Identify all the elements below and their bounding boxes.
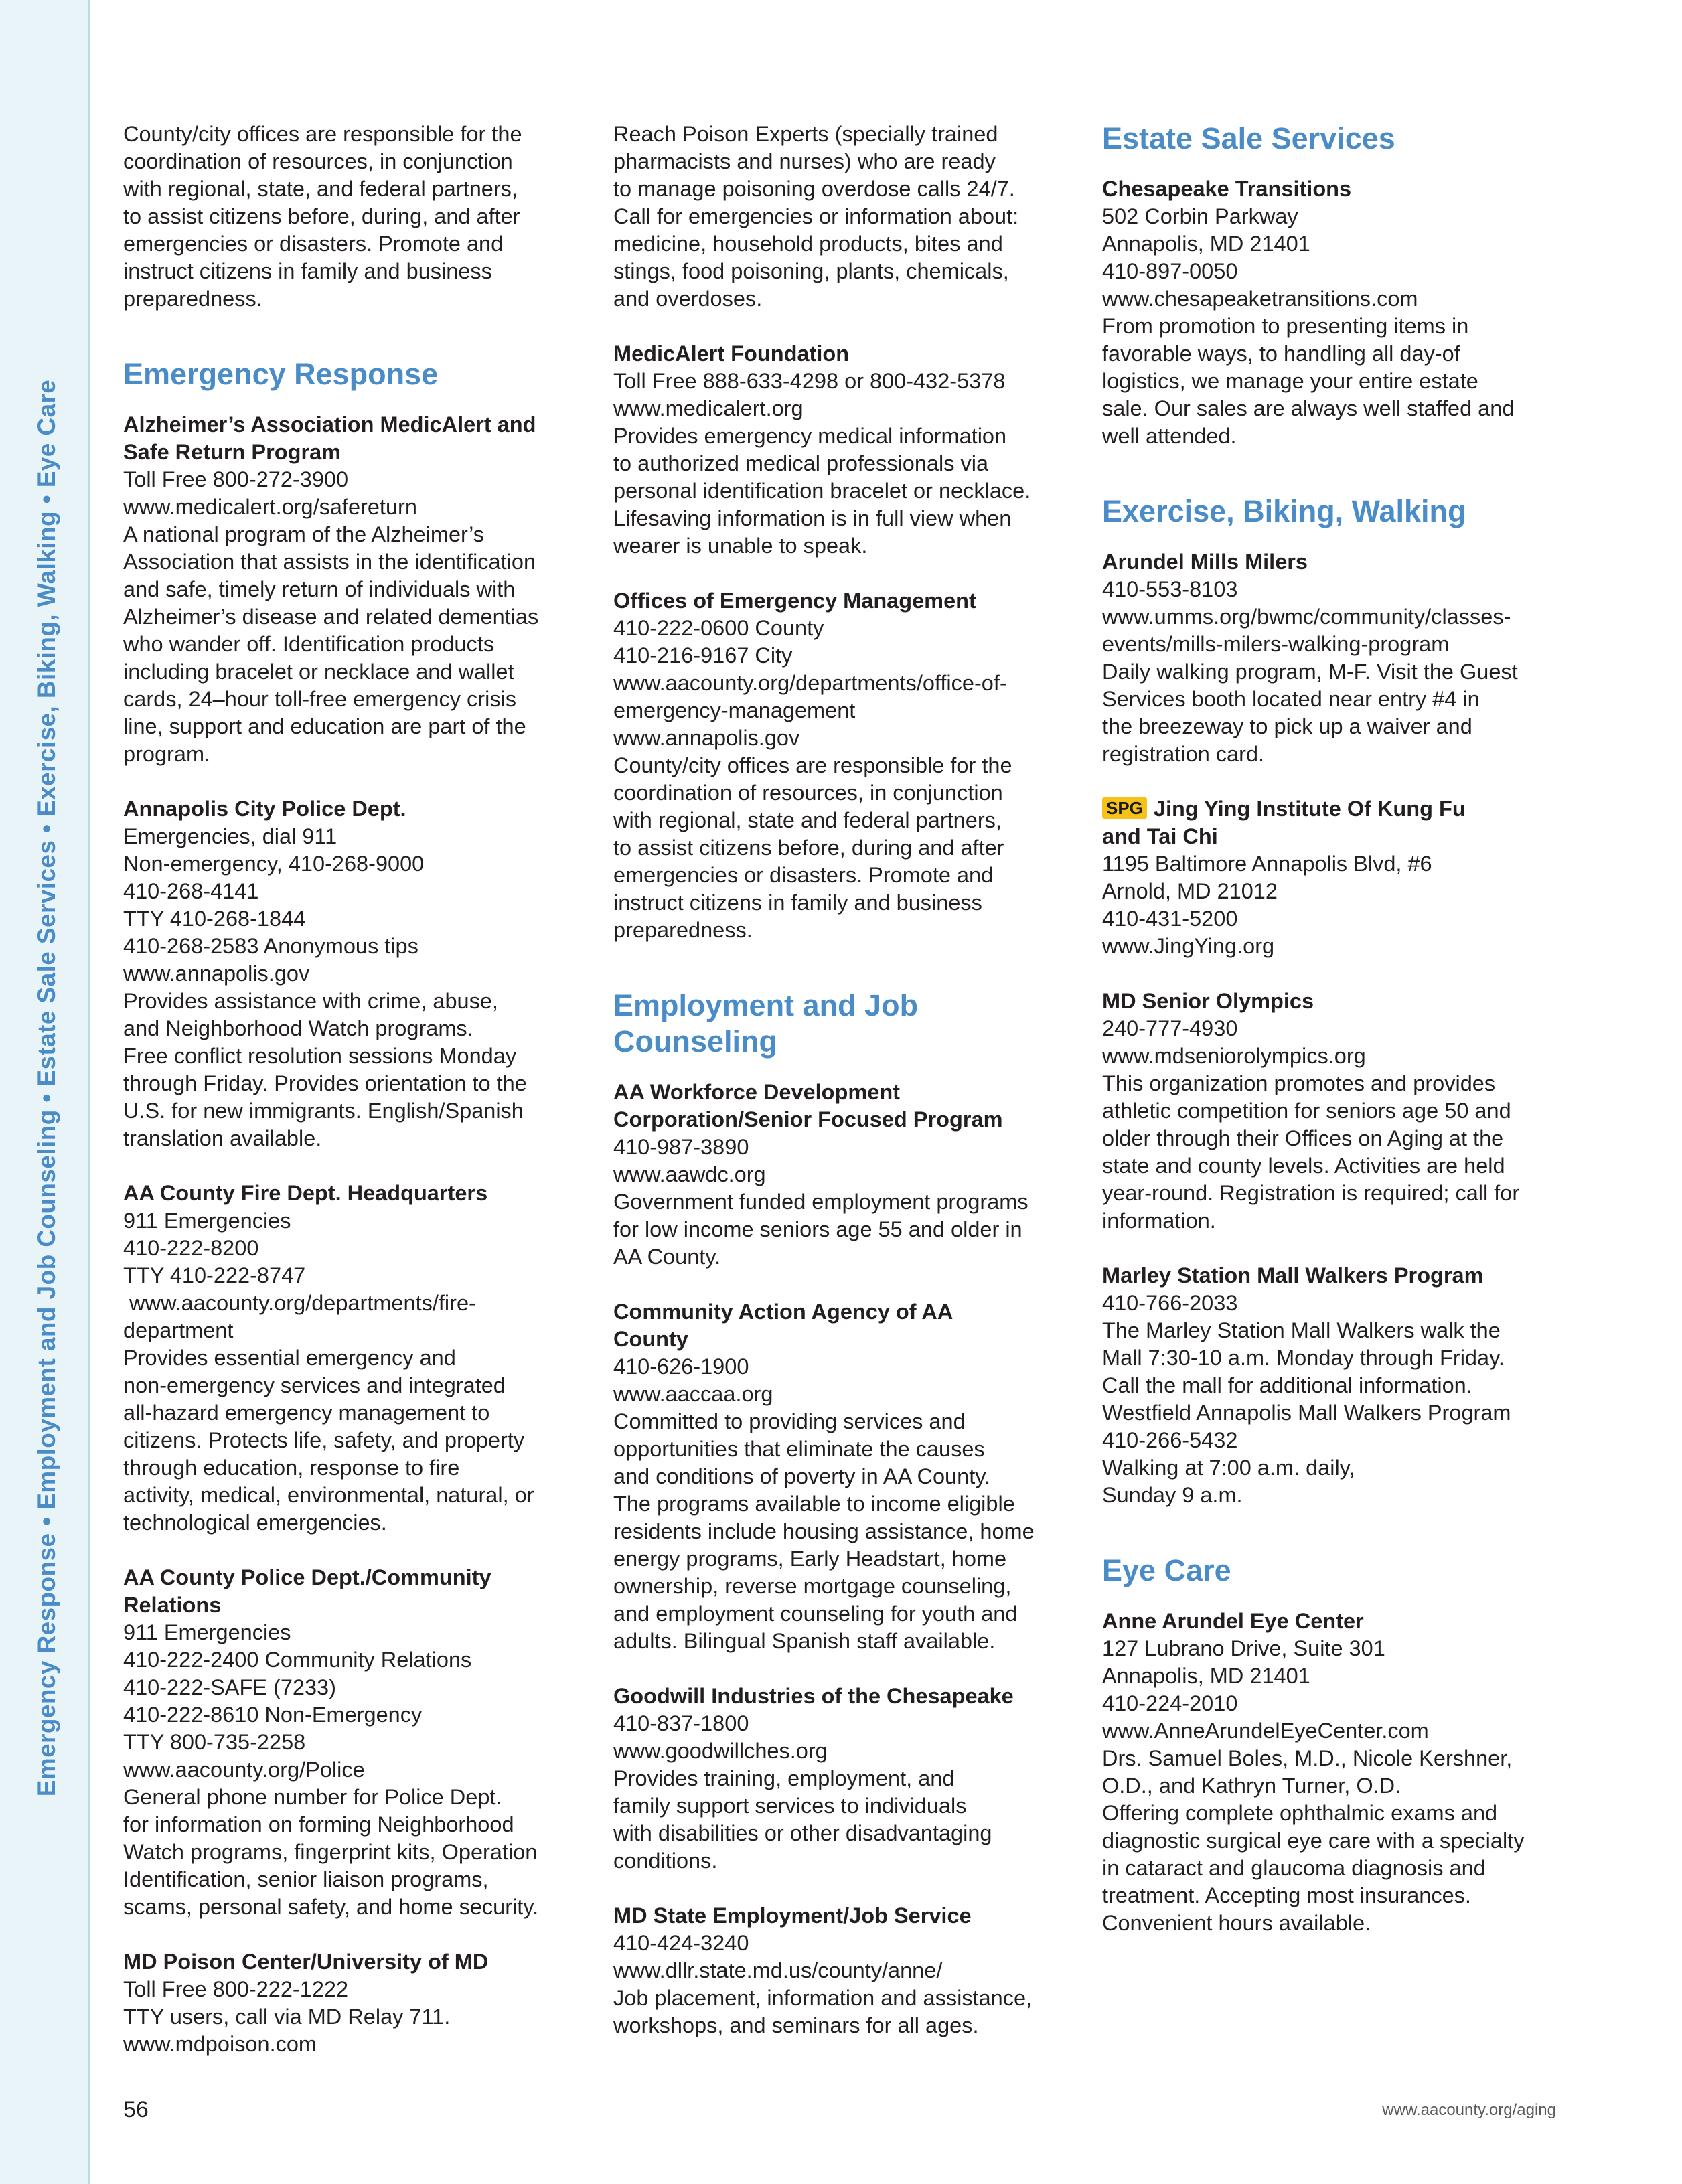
text-line: Annapolis, MD 21401: [1102, 232, 1310, 256]
listing-title: MD Poison Center/University of MD: [123, 1950, 489, 1974]
listing-md-senior-olympics: [1102, 988, 1564, 1235]
text-line: Provides training, employment, and: [613, 1766, 955, 1790]
text-line: technological emergencies.: [123, 1510, 387, 1535]
text-line: www.annapolis.gov: [613, 726, 800, 750]
text-line: energy programs, Early Headstart, home: [613, 1547, 1007, 1571]
text-line: www.mdpoison.com: [123, 2032, 317, 2056]
text-line: residents include housing assistance, home: [613, 1519, 1035, 1543]
text-line: Provides emergency medical information: [613, 424, 1007, 448]
text-line: 127 Lubrano Drive, Suite 301: [1102, 1636, 1385, 1660]
text-line: Toll Free 800-222-1222: [123, 1977, 349, 2001]
text-line: for information on forming Neighborhood: [123, 1812, 514, 1837]
listing-title: MD Senior Olympics: [1102, 989, 1314, 1013]
text-line: Committed to providing services and: [613, 1409, 966, 1433]
text-line: 911 Emergencies: [123, 1620, 291, 1644]
text-line: www.umms.org/bwmc/community/classes-: [1102, 605, 1511, 629]
text-line: Call the mall for additional information.: [1102, 1373, 1472, 1397]
text-line: conditions.: [613, 1849, 718, 1873]
listing-goodwill-industries: [613, 1683, 1075, 1875]
text-line: year-round. Registration is required; call for: [1102, 1181, 1520, 1205]
text-line: opportunities that eliminate the causes: [613, 1437, 985, 1461]
text-line: instruct citizens in family and business: [123, 259, 492, 283]
text-line: O.D., and Kathryn Turner, O.D.: [1102, 1774, 1401, 1798]
text-line: The programs available to income eligible: [613, 1492, 1015, 1516]
text-line: including bracelet or necklace and wallet: [123, 659, 514, 684]
listing-marley-station-mall-walkers: [1102, 1262, 1564, 1509]
column-2: [613, 121, 1075, 2067]
listing-chesapeake-transitions: [1102, 175, 1564, 450]
heading-line: Employment and Job: [613, 988, 919, 1022]
listing-title: [1102, 795, 1564, 823]
text-line: through Friday. Provides orientation to the: [123, 1071, 527, 1095]
text-line: activity, medical, environmental, natural, or: [123, 1483, 534, 1507]
text-line: emergency-management: [613, 698, 856, 722]
text-line: Arnold, MD 21012: [1102, 879, 1278, 903]
text-line: 410-553-8103: [1102, 577, 1238, 601]
listing-title: Marley Station Mall Walkers Program: [1102, 1263, 1484, 1288]
text-line: 502 Corbin Parkway: [1102, 204, 1298, 228]
text-line: AA County.: [613, 1245, 721, 1269]
text-line: coordination of resources, in conjunction: [123, 149, 513, 173]
poison-center-continued: [613, 121, 1075, 313]
listing-title: AA Workforce Development: [613, 1080, 901, 1104]
listing-aa-county-fire: [123, 1180, 585, 1537]
text-line: family support services to individuals: [613, 1794, 967, 1818]
text-line: Alzheimer’s disease and related dementias: [123, 605, 539, 629]
text-line: Association that assists in the identification: [123, 550, 536, 574]
text-line: TTY 410-268-1844: [123, 907, 306, 931]
text-line: Non-emergency, 410-268-9000: [123, 852, 425, 876]
text-line: County/city offices are responsible for the: [613, 753, 1012, 777]
section-heading-exercise: Exercise, Biking, Walking: [1102, 494, 1466, 528]
text-line: This organization promotes and provides: [1102, 1071, 1496, 1095]
text-line: Provides assistance with crime, abuse,: [123, 989, 498, 1013]
page-number: 56: [123, 2097, 149, 2122]
text-line: 410-766-2033: [1102, 1291, 1238, 1315]
text-line: line, support and education are part of the: [123, 714, 526, 738]
text-line: Toll Free 800-272-3900: [123, 467, 349, 491]
text-line: www.chesapeaketransitions.com: [1102, 287, 1418, 311]
text-line: emergencies or disasters. Promote and: [613, 863, 994, 887]
text-line: 410-222-8610 Non-Emergency: [123, 1703, 423, 1727]
listing-title: Goodwill Industries of the Chesapeake: [613, 1684, 1014, 1708]
listing-title: AA County Police Dept./Community: [123, 1565, 491, 1589]
text-line: Watch programs, fingerprint kits, Operation: [123, 1840, 538, 1864]
text-line: Sunday 9 a.m.: [1102, 1483, 1243, 1507]
section-heading-employment: [613, 988, 1075, 1060]
text-line: 410-268-4141: [123, 879, 259, 903]
text-line: www.aacounty.org/departments/fire-: [123, 1291, 476, 1315]
text-line: cards, 24–hour toll-free emergency crisis: [123, 687, 517, 711]
listing-title: Relations: [123, 1593, 222, 1617]
text-line: Daily walking program, M-F. Visit the Guest: [1102, 659, 1518, 684]
text-line: 410-216-9167 City: [613, 643, 793, 668]
listing-annapolis-city-police: [123, 795, 585, 1152]
listing-jing-ying-institute: [1102, 795, 1564, 960]
listing-arundel-mills-milers: [1102, 548, 1564, 768]
text-line: www.annapolis.gov: [123, 961, 310, 986]
listing-md-poison-center: [123, 1948, 585, 2058]
text-line: 410-987-3890: [613, 1135, 749, 1159]
text-line: 1195 Baltimore Annapolis Blvd, #6: [1102, 852, 1432, 876]
listing-title: AA County Fire Dept. Headquarters: [123, 1181, 488, 1205]
text-line: 911 Emergencies: [123, 1208, 291, 1233]
text-line: logistics, we manage your entire estate: [1102, 369, 1478, 393]
text-line: www.aacounty.org/Police: [123, 1758, 365, 1782]
text-line: registration card.: [1102, 742, 1265, 766]
text-line: treatment. Accepting most insurances.: [1102, 1883, 1471, 1907]
footer-url: www.aacounty.org/aging: [1382, 2101, 1556, 2119]
text-line: and Neighborhood Watch programs.: [123, 1016, 473, 1040]
text-line: older through their Offices on Aging at the: [1102, 1126, 1504, 1150]
text-line: information.: [1102, 1208, 1216, 1233]
text-line: athletic competition for seniors age 50 and: [1102, 1099, 1511, 1123]
listing-title: Arundel Mills Milers: [1102, 550, 1308, 574]
text-line: www.AnneArundelEyeCenter.com: [1102, 1719, 1429, 1743]
text-line: and safe, timely return of individuals with: [123, 577, 516, 601]
listing-title: MedicAlert Foundation: [613, 341, 850, 366]
text-line: with disabilities or other disadvantaging: [613, 1821, 992, 1845]
text-line: www.aawdc.org: [613, 1162, 766, 1186]
listing-title: Chesapeake Transitions: [1102, 177, 1352, 201]
text-line: events/mills-milers-walking-program: [1102, 632, 1450, 656]
text-line: adults. Bilingual Spanish staff available.: [613, 1629, 996, 1653]
text-line: 410-222-SAFE (7233): [123, 1675, 336, 1699]
text-line: personal identification bracelet or necklace.: [613, 479, 1031, 503]
text-line: ownership, reverse mortgage counseling,: [613, 1574, 1012, 1598]
text-line: to assist citizens before, during and after: [613, 836, 1004, 860]
listing-alzheimers-association: [123, 411, 585, 768]
text-line: www.aacounty.org/departments/office-of-: [613, 671, 1007, 695]
text-line: translation available.: [123, 1126, 322, 1150]
text-line: 410-222-8200: [123, 1236, 259, 1260]
text-line: and overdoses.: [613, 287, 763, 311]
listing-title: and Tai Chi: [1102, 824, 1218, 848]
text-line: Free conflict resolution sessions Monday: [123, 1044, 517, 1068]
text-line: Offering complete ophthalmic exams and: [1102, 1801, 1498, 1825]
listing-title: County: [613, 1327, 688, 1351]
section-heading-eye-care: Eye Care: [1102, 1553, 1231, 1587]
listing-anne-arundel-eye-center: [1102, 1608, 1564, 1937]
listing-title: Annapolis City Police Dept.: [123, 797, 406, 821]
listing-aa-workforce-development: [613, 1079, 1075, 1271]
text-line: www.medicalert.org/safereturn: [123, 495, 417, 519]
text-line: workshops, and seminars for all ages.: [613, 2013, 979, 2037]
text-line: 410-431-5200: [1102, 907, 1238, 931]
text-line: www.aaccaa.org: [613, 1382, 773, 1406]
text-line: Services booth located near entry #4 in: [1102, 687, 1480, 711]
listing-md-state-employment: [613, 1902, 1075, 2039]
text-line: and employment counseling for youth and: [613, 1602, 1018, 1626]
text-line: www.mdseniorolympics.org: [1102, 1044, 1366, 1068]
text-line: 410-224-2010: [1102, 1691, 1238, 1715]
text-line: From promotion to presenting items in: [1102, 314, 1469, 338]
listing-medicalert-foundation: [613, 340, 1075, 560]
listing-title: Corporation/Senior Focused Program: [613, 1107, 1003, 1132]
text-line: 410-424-3240: [613, 1931, 749, 1955]
text-line: www.goodwillches.org: [613, 1739, 828, 1763]
text-line: 410-266-5432: [1102, 1428, 1238, 1452]
text-line: www.JingYing.org: [1102, 934, 1275, 958]
text-line: TTY 800-735-2258: [123, 1730, 306, 1754]
text-line: well attended.: [1102, 424, 1237, 448]
text-line: Identification, senior liaison programs,: [123, 1867, 489, 1891]
listing-aa-county-police: [123, 1564, 585, 1921]
text-line: wearer is unable to speak.: [613, 534, 868, 558]
text-line: 410-837-1800: [613, 1711, 749, 1735]
text-line: 240-777-4930: [1102, 1016, 1238, 1040]
text-line: and conditions of poverty in AA County.: [613, 1464, 991, 1488]
text-line: with regional, state and federal partners,: [613, 808, 1002, 832]
text-line: preparedness.: [123, 287, 262, 311]
listing-community-action-agency: [613, 1298, 1075, 1655]
text-line: Annapolis, MD 21401: [1102, 1664, 1310, 1688]
text-line: instruct citizens in family and business: [613, 890, 982, 915]
text-line: stings, food poisoning, plants, chemicals,: [613, 259, 1009, 283]
section-heading-estate-sale: Estate Sale Services: [1102, 121, 1395, 155]
text-line: pharmacists and nurses) who are ready: [613, 149, 996, 173]
text-line: citizens. Protects life, safety, and property: [123, 1428, 525, 1452]
listing-title: Safe Return Program: [123, 440, 341, 464]
text-line: emergencies or disasters. Promote and: [123, 232, 504, 256]
text-line: non-emergency services and integrated: [123, 1373, 506, 1397]
text-line: preparedness.: [613, 918, 753, 942]
text-line: medicine, household products, bites and: [613, 232, 1003, 256]
text-line: Emergencies, dial 911: [123, 824, 337, 848]
text-line: General phone number for Police Dept.: [123, 1785, 502, 1809]
side-category-label: Emergency Response • Employment and Job Counseling • Estate Sale Services • Exercise, Biking, Walking • Eye Care: [33, 379, 60, 1797]
heading-line: Counseling: [613, 1024, 777, 1059]
text-line: A national program of the Alzheimer’s: [123, 522, 484, 546]
intro-paragraph: [123, 121, 585, 313]
text-line: favorable ways, to handling all day-of: [1102, 341, 1460, 366]
text-line: County/city offices are responsible for the: [123, 122, 522, 146]
text-line: scams, personal safety, and home security.: [123, 1895, 539, 1919]
text-line: diagnostic surgical eye care with a specialty: [1102, 1828, 1525, 1853]
text-line: Westfield Annapolis Mall Walkers Program: [1102, 1401, 1511, 1425]
text-line: TTY users, call via MD Relay 711.: [123, 2005, 451, 2029]
text-line: 410-222-0600 County: [613, 616, 824, 640]
text-line: department: [123, 1318, 234, 1342]
text-line: 410-626-1900: [613, 1354, 749, 1379]
text-line: U.S. for new immigrants. English/Spanish: [123, 1099, 524, 1123]
text-line: who wander off. Identification products: [123, 632, 495, 656]
text-line: Government funded employment programs: [613, 1190, 1028, 1214]
text-line: 410-268-2583 Anonymous tips: [123, 934, 418, 958]
column-3: [1102, 121, 1564, 1964]
text-line: with regional, state, and federal partners,: [123, 177, 518, 201]
text-line: Lifesaving information is in full view when: [613, 506, 1012, 530]
text-line: sale. Our sales are always well staffed and: [1102, 396, 1515, 420]
text-line: in cataract and glaucoma diagnosis and: [1102, 1856, 1486, 1880]
listing-title: Anne Arundel Eye Center: [1102, 1609, 1364, 1633]
listing-title: MD State Employment/Job Service: [613, 1903, 972, 1928]
text-line: to assist citizens before, during, and after: [123, 204, 520, 228]
text-line: through education, response to fire: [123, 1456, 460, 1480]
listing-title-text: Jing Ying Institute Of Kung Fu: [1153, 797, 1466, 821]
text-line: The Marley Station Mall Walkers walk the: [1102, 1318, 1501, 1342]
column-1: [123, 121, 585, 2086]
text-line: Drs. Samuel Boles, M.D., Nicole Kershner,: [1102, 1746, 1513, 1770]
text-line: Provides essential emergency and: [123, 1346, 456, 1370]
listing-title: Community Action Agency of AA: [613, 1300, 953, 1324]
text-line: the breezeway to pick up a waiver and: [1102, 714, 1472, 738]
text-line: TTY 410-222-8747: [123, 1263, 306, 1288]
text-line: state and county levels. Activities are held: [1102, 1154, 1505, 1178]
text-line: Mall 7:30-10 a.m. Monday through Friday.: [1102, 1346, 1505, 1370]
text-line: www.dllr.state.md.us/county/anne/: [613, 1958, 943, 1982]
section-heading-emergency-response: Emergency Response: [123, 357, 439, 391]
text-line: to authorized medical professionals via: [613, 451, 989, 475]
text-line: Reach Poison Experts (specially trained: [613, 122, 998, 146]
text-line: www.medicalert.org: [613, 396, 804, 420]
text-line: coordination of resources, in conjunction: [613, 781, 1003, 805]
text-line: program.: [123, 742, 211, 766]
side-band: [0, 0, 90, 2184]
text-line: for low income seniors age 55 and older in: [613, 1217, 1022, 1241]
text-line: Toll Free 888-633-4298 or 800-432-5378: [613, 369, 1006, 393]
text-line: Convenient hours available.: [1102, 1911, 1371, 1935]
text-line: to manage poisoning overdose calls 24/7.: [613, 177, 1015, 201]
text-line: Call for emergencies or information about:: [613, 204, 1019, 228]
text-line: all-hazard emergency management to: [123, 1401, 490, 1425]
text-line: Walking at 7:00 a.m. daily,: [1102, 1456, 1355, 1480]
listing-title: Alzheimer’s Association MedicAlert and: [123, 412, 536, 437]
listing-title: Offices of Emergency Management: [613, 589, 976, 613]
text-line: 410-222-2400 Community Relations: [123, 1648, 472, 1672]
text-line: 410-897-0050: [1102, 259, 1238, 283]
text-line: Job placement, information and assistance,: [613, 1986, 1033, 2010]
listing-offices-of-emergency-management: [613, 587, 1075, 944]
spg-badge: SPG: [1102, 797, 1147, 819]
